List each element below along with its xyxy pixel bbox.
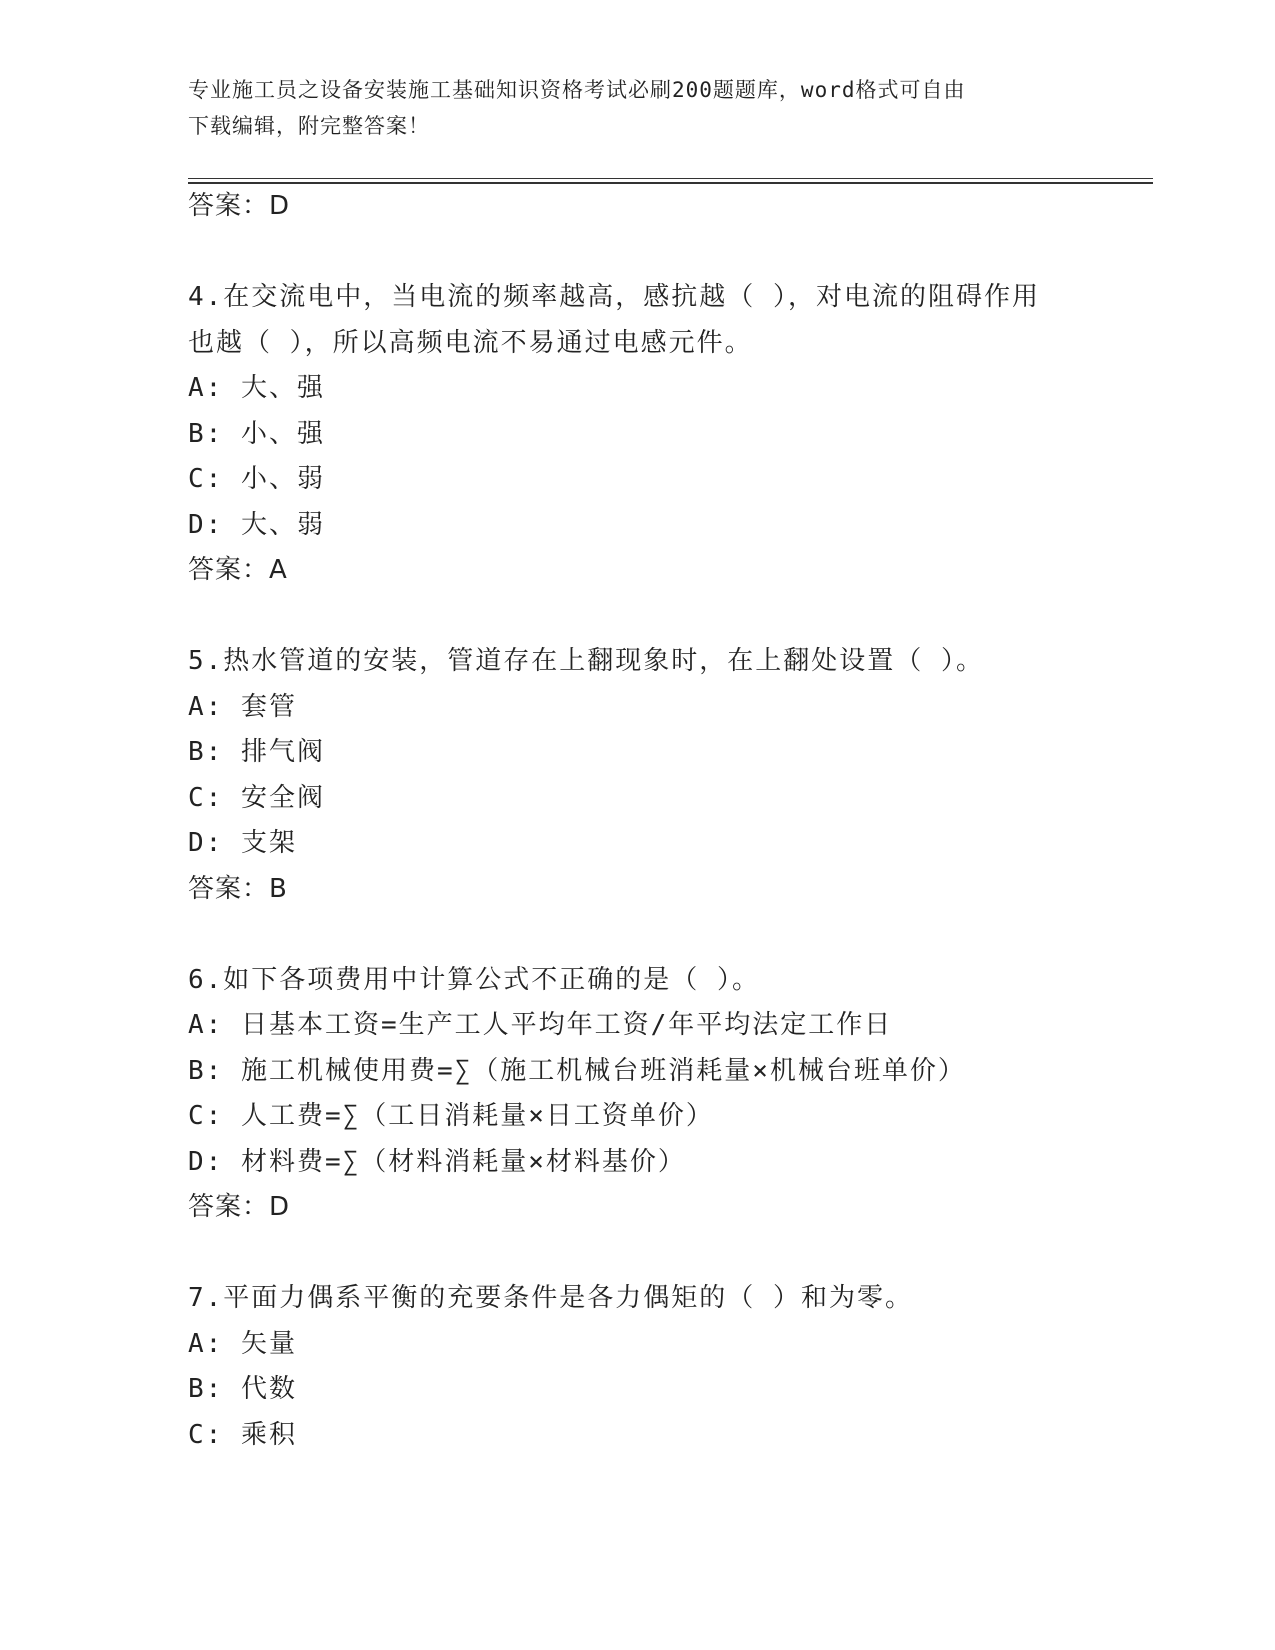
option-c: C: 小、弱 bbox=[188, 464, 325, 494]
option-a: A: 日基本工资=生产工人平均年工资/年平均法定工作日 bbox=[188, 1010, 893, 1040]
header-line-2: 下载编辑，附完整答案！ bbox=[188, 114, 430, 138]
question-text: 6.如下各项费用中计算公式不正确的是（ ）。 bbox=[188, 964, 760, 995]
spacer bbox=[188, 912, 1118, 958]
option-a: A: 套管 bbox=[188, 691, 297, 722]
question-text: 4.在交流电中，当电流的频率越高，感抗越（ ），对电流的阻碍作用 bbox=[188, 282, 1040, 312]
question-block bbox=[188, 275, 1118, 594]
spacer bbox=[188, 230, 1118, 276]
answer-line: 答案：D bbox=[188, 1192, 291, 1222]
option-c: C: 安全阀 bbox=[188, 782, 325, 813]
option-b: B: 小、强 bbox=[188, 418, 325, 449]
document-body bbox=[188, 184, 1118, 1458]
option-b: B: 施工机械使用费=∑（施工机械台班消耗量×机械台班单价） bbox=[188, 1055, 966, 1086]
option-c: C: 人工费=∑（工日消耗量×日工资单价） bbox=[188, 1101, 714, 1131]
answer-line: 答案：A bbox=[188, 555, 288, 585]
option-a: A: 大、强 bbox=[188, 373, 325, 403]
answer-line: 答案：B bbox=[188, 873, 288, 904]
question-block bbox=[188, 958, 1118, 1231]
spacer bbox=[188, 594, 1118, 640]
question-text: 5.热水管道的安装，管道存在上翻现象时，在上翻处设置（ ）。 bbox=[188, 646, 984, 676]
option-d: D: 支架 bbox=[188, 828, 297, 858]
answer-line: 答案：D bbox=[188, 191, 291, 221]
question-block bbox=[188, 639, 1118, 912]
option-a: A: 矢量 bbox=[188, 1328, 297, 1359]
option-b: B: 排气阀 bbox=[188, 737, 325, 767]
option-c: C: 乘积 bbox=[188, 1419, 297, 1450]
page-header bbox=[188, 72, 1078, 144]
option-d: D: 材料费=∑（材料消耗量×材料基价） bbox=[188, 1146, 686, 1177]
question-block bbox=[188, 1276, 1118, 1458]
question-text-continued: 也越（ ），所以高频电流不易通过电感元件。 bbox=[188, 327, 753, 358]
option-b: B: 代数 bbox=[188, 1374, 297, 1404]
question-text: 7.平面力偶系平衡的充要条件是各力偶矩的（ ）和为零。 bbox=[188, 1283, 913, 1313]
header-line-1: 专业施工员之设备安装施工基础知识资格考试必刷200题题库，word格式可自由 bbox=[188, 78, 966, 102]
option-d: D: 大、弱 bbox=[188, 509, 325, 540]
spacer bbox=[188, 1231, 1118, 1277]
